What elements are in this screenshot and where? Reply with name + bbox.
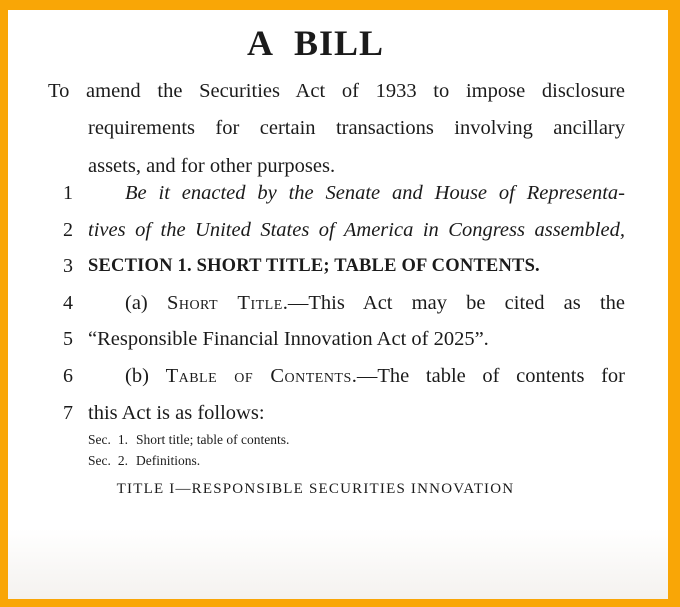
line-number: 1	[63, 182, 73, 204]
line-text-prefix: (b)	[125, 364, 166, 387]
title-i-heading: TITLE I—RESPONSIBLE SECURITIES INNOVATION	[116, 481, 515, 497]
bill-title: A BILL	[246, 23, 385, 63]
line-text: tives of the United States of America in Congress assembled,	[88, 218, 625, 241]
bill-text-line	[8, 358, 668, 395]
bill-text-line	[8, 285, 668, 322]
bill-text-line	[8, 395, 668, 432]
line-text	[88, 285, 625, 322]
toc-label: Sec.	[88, 432, 111, 447]
toc-entry	[88, 430, 289, 451]
small-caps-heading: Table of Contents	[165, 364, 352, 387]
preamble-line: To amend the Securities Act of 1933 to impose disclosure	[48, 80, 625, 102]
bill-page	[8, 10, 668, 599]
toc-text: Short title; table of contents.	[136, 432, 290, 447]
line-number: 2	[63, 218, 73, 241]
toc-text: Definitions.	[136, 452, 201, 468]
line-text-rest: .—This Act may be cited as the	[282, 291, 625, 314]
toc-number: 1.	[117, 432, 128, 447]
section-heading-line	[8, 248, 668, 285]
enacting-clause-line	[8, 212, 668, 249]
toc-entry	[88, 451, 289, 472]
enacting-clause-line	[8, 175, 668, 212]
preamble-line: assets, and for other purposes.	[88, 154, 336, 177]
preamble	[48, 73, 625, 185]
line-number: 5	[63, 328, 73, 351]
line-text: “Responsible Financial Innovation Act of 2025”.	[88, 328, 489, 351]
table-of-contents	[88, 430, 289, 471]
line-text-rest: .—The table of contents for	[351, 364, 626, 387]
bill-text-line	[8, 321, 668, 358]
line-number: 3	[63, 255, 73, 278]
line-number: 6	[63, 364, 73, 387]
line-text	[88, 358, 625, 395]
line-number: 7	[63, 401, 73, 424]
small-caps-heading: Short Title	[166, 291, 283, 314]
line-number: 4	[63, 291, 73, 314]
preamble-line: requirements for certain transactions involving ancillary	[88, 117, 625, 140]
line-text: Be it enacted by the Senate and House of Representa-	[125, 182, 625, 204]
line-text: SECTION 1. SHORT TITLE; TABLE OF CONTENTS.	[88, 256, 540, 277]
toc-label: Sec.	[88, 452, 111, 468]
toc-number: 2.	[117, 452, 128, 468]
bill-body	[8, 175, 668, 431]
line-text-prefix: (a)	[125, 291, 167, 314]
line-text: this Act is as follows:	[88, 401, 265, 424]
